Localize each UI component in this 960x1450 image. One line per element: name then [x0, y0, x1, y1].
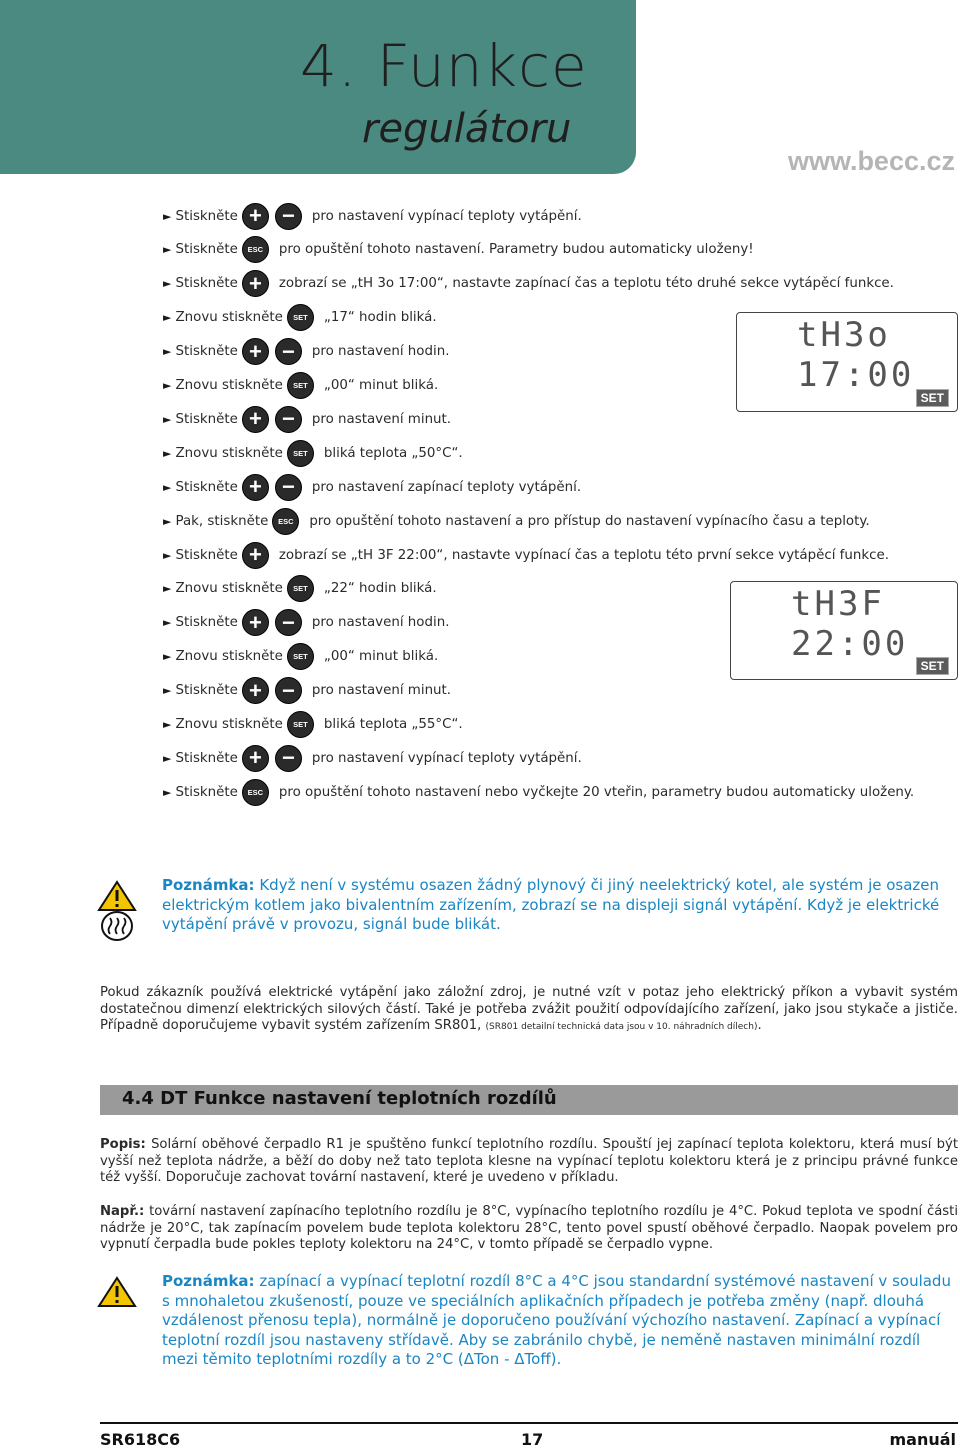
arrow-icon: ►	[163, 480, 172, 494]
step-text: bliká teplota „55°C“.	[323, 717, 463, 732]
step-row	[163, 677, 451, 705]
step-text: bliká teplota „50°C“.	[323, 445, 463, 461]
section-title: 4.4 DT Funkce nastavení teplotních rozdílů	[122, 1088, 557, 1109]
set-button: SET	[287, 643, 314, 670]
esc-button: ESC	[272, 508, 299, 535]
step-row	[163, 338, 449, 366]
step-text: pro opuštění tohoto nastavení a pro přístup do nastavení vypínacího času a teploty.	[309, 513, 870, 529]
step-text: pro nastavení minut.	[311, 411, 452, 427]
step-row	[163, 541, 889, 569]
arrow-icon: ►	[163, 718, 172, 731]
backup-heating-paragraph	[100, 985, 958, 1036]
step-row	[163, 744, 582, 772]
warning-icon	[97, 1276, 137, 1308]
paragraph-end: .	[757, 1018, 762, 1033]
note-temperature-difference	[162, 1272, 957, 1370]
example-label: Např.:	[100, 1204, 145, 1219]
step-label: Stiskněte	[175, 615, 238, 631]
step-label: Stiskněte	[175, 208, 238, 224]
minus-button: −	[275, 406, 302, 433]
step-label: Stiskněte	[175, 276, 238, 292]
heating-icon	[100, 910, 134, 942]
step-text: „00“ minut bliká.	[323, 649, 439, 665]
step-label: Stiskněte	[175, 479, 238, 495]
page-subtitle: regulátoru	[362, 106, 572, 152]
lcd-display-2	[730, 581, 958, 680]
paragraph-text: Pokud zákazník používá elektrické vytápění jako záložní zdroj, je nutné vzít v potaz jeho elektrický příkon a vybavit systém dostatečnou dimenzí elektrických silových částí. Také je potřeba zvážit použití odpovídajícího zařízení, jako jsou stykače a jističe. Případně doporučujeme vybavit systém zařízením SR801,	[100, 985, 958, 1033]
step-label: Stiskněte	[175, 411, 238, 427]
set-button: SET	[287, 372, 314, 399]
step-text: „00“ minut bliká.	[323, 378, 439, 393]
website-link[interactable]: www.becc.cz	[787, 146, 955, 176]
arrow-icon: ►	[163, 785, 172, 799]
step-text: pro nastavení minut.	[311, 683, 452, 699]
minus-button: −	[275, 745, 302, 772]
arrow-icon: ►	[163, 751, 172, 765]
arrow-icon: ►	[163, 209, 172, 223]
step-row	[163, 473, 581, 501]
step-label: Znovu stiskněte	[175, 310, 283, 326]
arrow-icon: ►	[163, 379, 172, 392]
step-label: Znovu stiskněte	[175, 378, 283, 393]
plus-button: +	[242, 474, 269, 501]
step-label: Stiskněte	[175, 547, 238, 563]
step-label: Pak, stiskněte	[175, 513, 269, 529]
arrow-icon: ►	[163, 345, 172, 359]
minus-button: −	[275, 203, 302, 230]
set-button: SET	[287, 575, 314, 602]
minus-button: −	[275, 474, 302, 501]
set-button: SET	[287, 440, 314, 467]
example-paragraph	[100, 1204, 958, 1254]
step-label: Znovu stiskněte	[175, 445, 283, 461]
step-row	[163, 507, 870, 535]
step-row	[163, 711, 463, 739]
plus-button: +	[242, 203, 269, 230]
step-text: zobrazí se „tH 3F 22:00“, nastavte vypínací čas a teplotu této první sekce vytápěcí funkce.	[278, 547, 889, 563]
note-electric-heating	[162, 876, 957, 935]
note-label: Poznámka:	[162, 1272, 255, 1290]
step-label: Stiskněte	[175, 344, 238, 360]
step-row	[163, 439, 463, 467]
minus-button: −	[275, 677, 302, 704]
step-row	[163, 304, 437, 332]
step-label: Stiskněte	[175, 242, 238, 258]
page-title: 4. Funkce	[300, 32, 588, 100]
step-label: Znovu stiskněte	[175, 581, 283, 597]
warning-icon	[97, 880, 137, 912]
minus-button: −	[275, 609, 302, 636]
set-badge: SET	[916, 657, 949, 675]
step-row	[163, 202, 582, 230]
step-row	[163, 236, 754, 264]
lcd-digits: tH3F 22:00	[791, 584, 909, 664]
esc-button: ESC	[242, 779, 269, 806]
step-text: „22“ hodin bliká.	[323, 581, 437, 597]
step-text: pro nastavení zapínací teploty vytápění.	[311, 479, 582, 495]
step-text: pro nastavení vypínací teploty vytápění.	[311, 208, 582, 224]
step-text: pro nastavení vypínací teploty vytápění.	[311, 750, 582, 766]
arrow-icon: ►	[163, 582, 172, 596]
step-row	[163, 575, 437, 603]
minus-button: −	[275, 338, 302, 365]
plus-button: +	[242, 609, 269, 636]
step-row	[163, 270, 894, 298]
paragraph-small-text: (SR801 detailní technická data jsou v 10. náhradních dílech)	[485, 1022, 758, 1032]
step-row	[163, 372, 438, 400]
step-text: zobrazí se „tH 3o 17:00“, nastavte zapínací čas a teplotu této druhé sekce vytápěcí funkce.	[278, 276, 894, 292]
lcd-display-1	[736, 312, 958, 412]
plus-button: +	[242, 338, 269, 365]
step-row	[163, 643, 438, 671]
example-text: tovární nastavení zapínacího teplotního rozdílu je 8°C, vypínacího teplotního rozdílu je 4°C. Pokud teplota ve spodní části nádrže je 20°C, tak zapínacím povelem bude teplota kolektoru 28°C, tento povel spustí oběhové čerpadlo. Naopak povelem pro vypnutí čerpadla bude pokles teploty kolektoru na 24°C, v tomto případě se čerpadlo vypne.	[100, 1204, 958, 1252]
note-text: zapínací a vypínací teplotní rozdíl 8°C a 4°C jsou standardní systémové nastavení v souladu s mnohaletou zkušeností, pouze ve speciálních aplikačních případech je potřeba změny (např. dlouhá vzdálenost přenosu tepla), normálně je doporučeno používání výchozího nastavení. Zapínací a vypínací teplotní rozdíl jsou nastaveny střídavě. Aby se zabránilo chybě, je neměně nastaven minimální rozdíl mezi těmito teplotními rozdíly a to 2°C (ΔTon - ΔToff).	[162, 1272, 951, 1368]
plus-button: +	[242, 542, 269, 569]
lcd-digits: tH3o 17:00	[797, 315, 915, 395]
esc-button: ESC	[242, 236, 269, 263]
arrow-icon: ►	[163, 548, 172, 562]
plus-button: +	[242, 406, 269, 433]
footer-model: SR618C6	[100, 1430, 181, 1449]
plus-button: +	[242, 677, 269, 704]
step-text: pro opuštění tohoto nastavení. Parametry budou automaticky uloženy!	[278, 242, 754, 258]
arrow-icon: ►	[163, 446, 172, 460]
step-text: pro nastavení hodin.	[311, 344, 450, 360]
step-text: pro nastavení hodin.	[311, 615, 450, 631]
arrow-icon: ►	[163, 616, 172, 630]
step-label: Znovu stiskněte	[175, 649, 283, 665]
arrow-icon: ►	[163, 243, 172, 257]
step-row	[163, 778, 914, 806]
arrow-icon: ►	[163, 277, 172, 291]
step-row	[163, 405, 451, 433]
popis-text: Solární oběhové čerpadlo R1 je spuštěno funkcí teplotního rozdílu. Spouští jej zapínací teplota kolektoru, která musí být vyšší než teplota nádrže, a běží do doby než tato teplota klesne na vypínací teplotu kolektoru která je z principu právné funkce též vyšší. Doporučuje zachovat tovární nastavení, které je uvedeno v příkladu.	[100, 1137, 958, 1185]
set-button: SET	[287, 304, 314, 331]
plus-button: +	[242, 745, 269, 772]
footer-divider	[100, 1422, 958, 1424]
arrow-icon: ►	[163, 311, 172, 325]
popis-label: Popis:	[100, 1137, 146, 1152]
set-button: SET	[287, 711, 314, 738]
set-badge: SET	[916, 389, 949, 407]
step-label: Stiskněte	[175, 683, 238, 699]
section-header	[100, 1085, 958, 1115]
arrow-icon: ►	[163, 514, 172, 528]
footer-page-number: 17	[521, 1430, 544, 1449]
note-label: Poznámka:	[162, 876, 255, 894]
step-text: „17“ hodin bliká.	[323, 310, 437, 326]
arrow-icon: ►	[163, 684, 172, 698]
arrow-icon: ►	[163, 650, 172, 664]
arrow-icon: ►	[163, 412, 172, 426]
step-label: Znovu stiskněte	[175, 717, 283, 732]
description-paragraph	[100, 1137, 958, 1187]
step-label: Stiskněte	[175, 784, 238, 800]
step-text: pro opuštění tohoto nastavení nebo vyčkejte 20 vteřin, parametry budou automaticky uloženy.	[278, 784, 915, 800]
step-row	[163, 609, 449, 637]
plus-button: +	[242, 270, 269, 297]
step-label: Stiskněte	[175, 750, 238, 766]
footer-manual: manuál	[889, 1430, 956, 1449]
note-text: Když není v systému osazen žádný plynový či jiný neelektrický kotel, ale systém je osazen elektrickým kotlem jako bivalentním zařízením, zobrazí se na displeji signál vytápění. Když je elektrické vytápění právě v provozu, signál bude blikát.	[162, 876, 940, 933]
